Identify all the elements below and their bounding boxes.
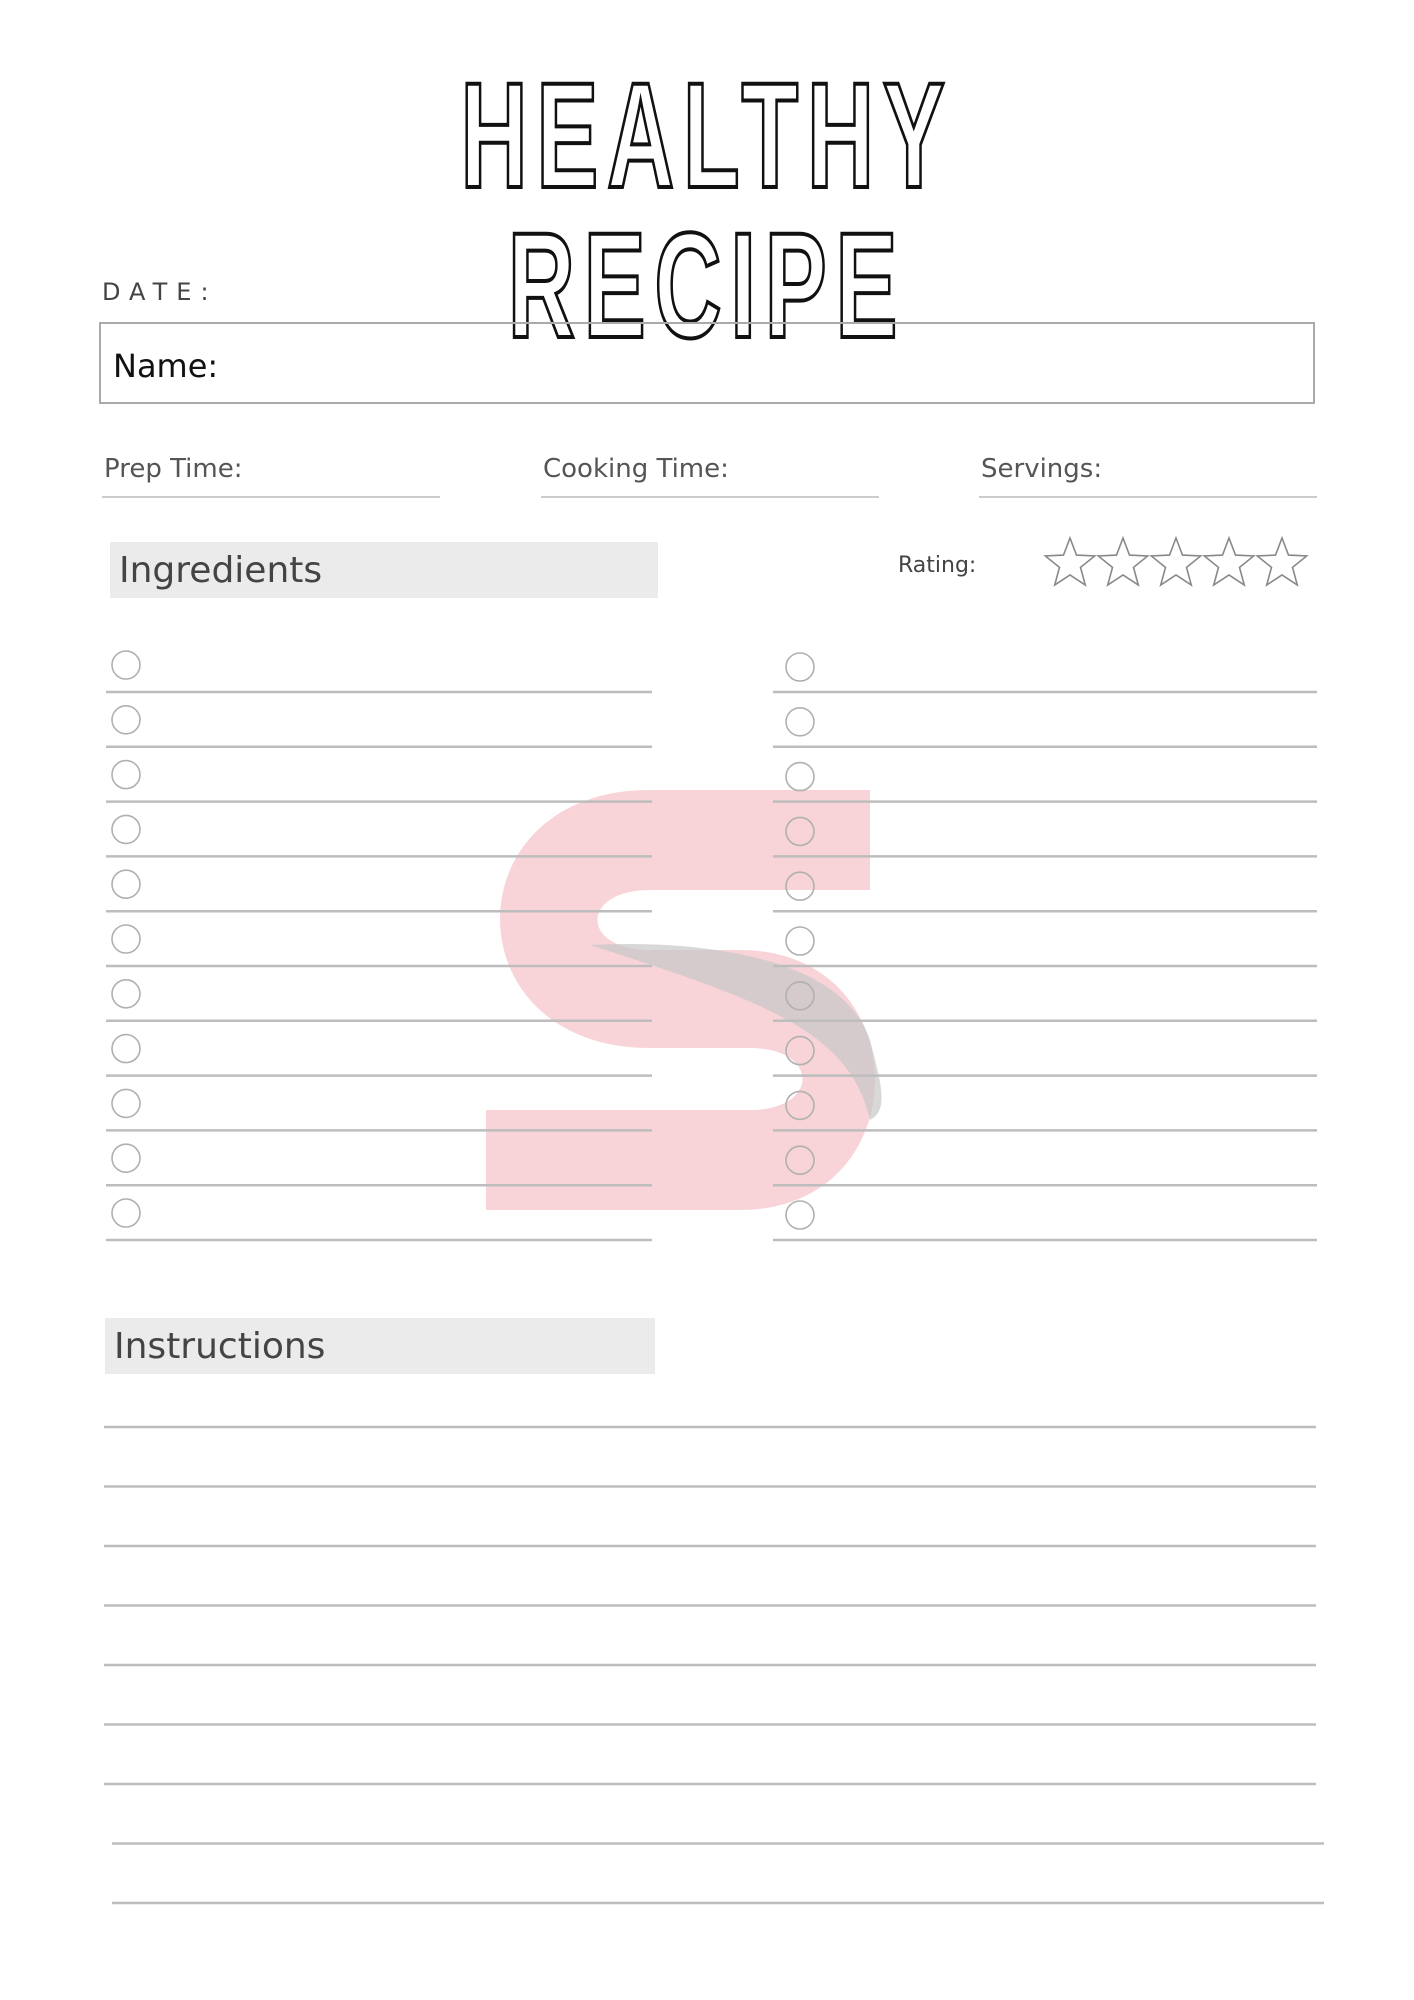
ingredient-checkbox-right[interactable]	[786, 1091, 814, 1119]
ingredient-checkbox-left[interactable]	[112, 706, 140, 734]
prep-time-label: Prep Time:	[104, 454, 243, 484]
ingredient-checkbox-right[interactable]	[786, 927, 814, 955]
ingredient-checkbox-right[interactable]	[786, 653, 814, 681]
ingredient-checkbox-left[interactable]	[112, 925, 140, 953]
ingredient-checkbox-left[interactable]	[112, 761, 140, 789]
ingredient-checkbox-left[interactable]	[112, 870, 140, 898]
page-title: HEALTHY RECIPE	[460, 51, 954, 369]
ingredient-checkbox-left[interactable]	[112, 980, 140, 1008]
name-label: Name:	[113, 347, 219, 385]
ingredient-checkbox-right[interactable]	[786, 1146, 814, 1174]
ingredient-checkbox-right[interactable]	[786, 708, 814, 736]
ingredient-checkbox-right[interactable]	[786, 982, 814, 1010]
ingredient-checkbox-left[interactable]	[112, 651, 140, 679]
instructions-heading	[105, 1318, 655, 1374]
ingredient-checkbox-left[interactable]	[112, 815, 140, 843]
ingredients-heading-text: Ingredients	[119, 550, 323, 591]
ingredient-checkbox-right[interactable]	[786, 817, 814, 845]
instructions-heading-text: Instructions	[114, 1326, 326, 1367]
ingredient-checkbox-right[interactable]	[786, 1037, 814, 1065]
ingredient-checkbox-right[interactable]	[786, 1201, 814, 1229]
cooking-time-label: Cooking Time:	[543, 454, 729, 484]
ingredient-checkbox-left[interactable]	[112, 1035, 140, 1063]
ingredient-checkbox-left[interactable]	[112, 1199, 140, 1227]
ingredient-checkbox-right[interactable]	[786, 872, 814, 900]
ingredient-checkbox-right[interactable]	[786, 763, 814, 791]
date-label: DATE:	[102, 278, 218, 306]
ingredient-checkbox-left[interactable]	[112, 1144, 140, 1172]
servings-label: Servings:	[981, 454, 1103, 484]
ingredient-checkbox-left[interactable]	[112, 1089, 140, 1117]
rating-label: Rating:	[898, 553, 977, 578]
